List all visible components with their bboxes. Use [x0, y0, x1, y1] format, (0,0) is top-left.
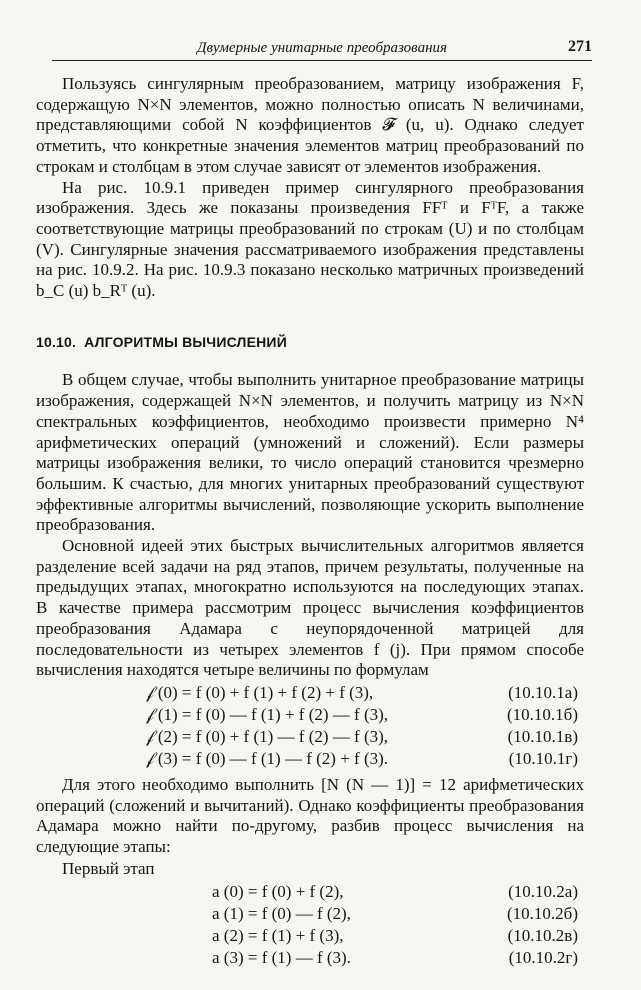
section-title: АЛГОРИТМЫ ВЫЧИСЛЕНИЙ: [84, 333, 287, 350]
page-header: [52, 38, 592, 61]
equation: a (1) = f (0) — f (2),: [212, 903, 351, 923]
paragraph: Пользуясь сингулярным преобразованием, матрицу изображения F, содержащую N×N элементов, можно полностью описать N величинами, представляющими собой N коэффициентов 𝓕 (u, u). Однако следует отметить, что конкретные значения элементов матриц преобразований по строкам и столбцам в этом случае зависят от элементов изображения.: [36, 74, 584, 176]
equation-number: (10.10.2г): [508, 947, 578, 967]
equation: 𝒻 (2) = f (0) + f (1) — f (2) — f (3),: [146, 726, 389, 746]
equation: a (2) = f (1) + f (3),: [212, 925, 344, 945]
equation-row: [36, 683, 584, 705]
equation-number: (10.10.2б): [507, 903, 578, 923]
section-heading: [36, 332, 584, 353]
running-title: Двумерные унитарные преобразования: [197, 40, 447, 56]
equation-row: [36, 727, 584, 749]
page-number: 271: [568, 38, 592, 55]
stage-label: Первый этап: [62, 858, 155, 878]
paragraph: Для этого необходимо выполнить [N (N — 1)] = 12 арифметических операций (сложений и вычитаний). Однако коэффициенты преобразования Адамара можно найти по-другому, разбив процесс вычисления на следующие этапы:: [36, 774, 584, 857]
body-text: [36, 74, 584, 974]
equation: 𝒻 (3) = f (0) — f (1) — f (2) + f (3).: [146, 748, 389, 768]
equation-row: [36, 926, 584, 948]
equation-row: [36, 749, 584, 771]
paragraph: В общем случае, чтобы выполнить унитарное преобразование матрицы изображения, содержащей N×N элементов, и получить матрицу из N×N спектральных коэффициентов, необходимо произвести примерно N⁴ арифметических операций (умножений и сложений). Если размеры матрицы изображения велики, то число операций становится чрезмерно большим. К счастью, для многих унитарных преобразований существуют эффективные алгоритмы вычислений, позволяющие ускорить выполнение преобразования.: [36, 370, 584, 535]
paragraph: На рис. 10.9.1 приведен пример сингулярного преобразования изображения. Здесь же показаны произведения FFᵀ и FᵀF, а также соответствующие матрицы преобразований по строкам (U) и по столбцам (V). Сингулярные значения рассматриваемого изображения представлены на рис. 10.9.2. На рис. 10.9.3 показано несколько матричных произведений b_C (u) b_Rᵀ (u).: [36, 177, 584, 301]
equation-row: [36, 904, 584, 926]
equation-block-1: [36, 683, 584, 771]
equation-number: (10.10.1г): [508, 748, 578, 768]
equation-number: (10.10.1б): [507, 704, 578, 724]
equation-number: (10.10.2в): [507, 925, 578, 945]
equation-number: (10.10.1а): [508, 682, 578, 702]
equation: 𝒻 (0) = f (0) + f (1) + f (2) + f (3),: [146, 682, 374, 702]
section-number: 10.10.: [36, 333, 77, 350]
equation-row: [36, 948, 584, 970]
paragraph: Основной идеей этих быстрых вычислительных алгоритмов является разделение всей задачи на ряд этапов, причем результаты, полученные на предыдущих этапах, многократно используются на последующих этапах. В качестве примера рассмотрим процесс вычисления коэффициентов преобразования Адамара с неупорядоченной матрицей для последовательности из четырех элементов f (j). При прямом способе вычисления находятся четыре величины по формулам: [36, 536, 584, 680]
equation: 𝒻 (1) = f (0) — f (1) + f (2) — f (3),: [146, 704, 389, 724]
equation-block-2: [36, 882, 584, 970]
equation: a (3) = f (1) — f (3).: [212, 947, 351, 967]
equation-row: [36, 882, 584, 904]
equation-number: (10.10.1в): [507, 726, 578, 746]
equation-number: (10.10.2а): [508, 881, 578, 901]
equation-row: [36, 705, 584, 727]
equation: a (0) = f (0) + f (2),: [212, 881, 344, 901]
